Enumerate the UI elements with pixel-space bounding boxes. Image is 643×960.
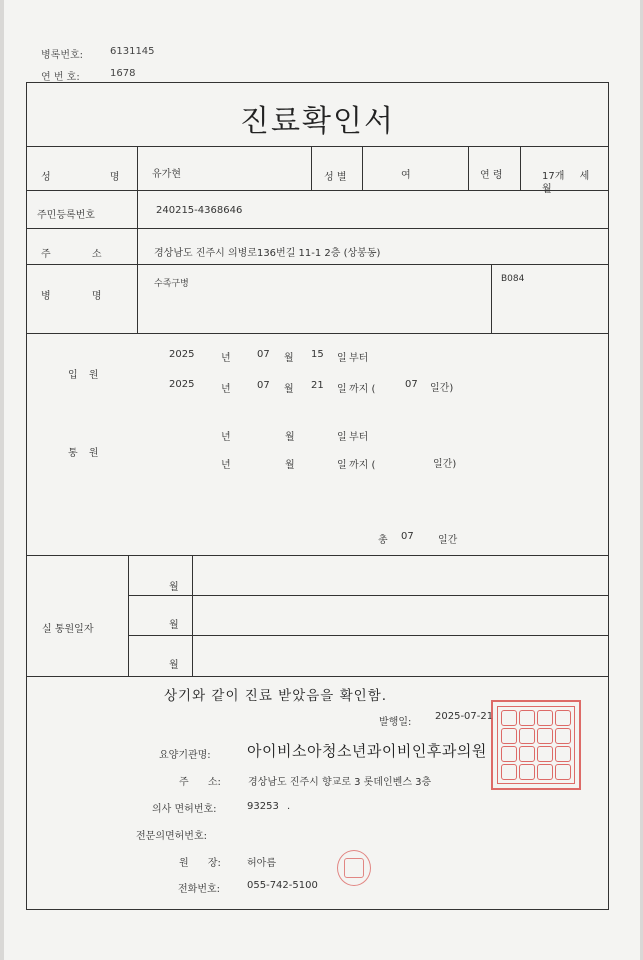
day-unit: 일 (337, 384, 347, 395)
total-unit: 일간 (438, 535, 458, 546)
admission-label: 입 원 (68, 370, 99, 381)
visit-month-3: 월 (169, 660, 179, 671)
institution-seal (491, 700, 581, 790)
divider (128, 555, 129, 676)
record-no-label: 병록번호: (41, 50, 84, 61)
visit-month-1: 월 (169, 582, 179, 593)
divider (26, 676, 609, 677)
divider (26, 555, 609, 556)
director-value: 허아름 (247, 858, 276, 869)
days-unit: 일간) (433, 459, 457, 470)
disease-label: 병 명 (41, 291, 102, 302)
phone-value: 055-742-5100 (247, 880, 318, 891)
day-unit: 일 (337, 353, 347, 364)
admission-days: 07 (405, 379, 418, 390)
divider (520, 146, 521, 190)
issue-date: 2025-07-21 (435, 711, 494, 722)
license-value: 93253 (247, 801, 279, 812)
phone-label: 전화번호: (178, 884, 221, 895)
specialist-label: 전문의면허번호: (136, 831, 207, 842)
name-label: 성 명 (41, 172, 148, 183)
to-suffix: 까지 ( (349, 384, 376, 395)
record-no-value: 6131145 (110, 46, 155, 57)
age-unit: 월 (542, 184, 552, 195)
divider (26, 333, 609, 334)
address-value: 경상남도 진주시 의병로136번길 11-1 2층 (상봉동) (154, 248, 381, 259)
serial-no-label: 연 번 호: (41, 72, 80, 83)
divider (311, 146, 312, 190)
admission-from-year: 2025 (169, 349, 195, 360)
days-unit: 일간) (430, 383, 454, 394)
divider (26, 190, 609, 191)
sex-label: 성 별 (324, 172, 347, 183)
divider (468, 146, 469, 190)
month-unit: 월 (285, 460, 295, 471)
sex-value: 여 (401, 170, 411, 181)
age-value: 17개 세 (542, 171, 590, 182)
divider (26, 146, 609, 147)
total-days: 07 (401, 531, 414, 542)
admission-to-day: 21 (311, 380, 324, 391)
admission-from-day: 15 (311, 349, 324, 360)
inst-address-label: 주 소: (179, 777, 221, 788)
confirmation-text: 상기와 같이 진료 받았음을 확인함. (164, 688, 388, 704)
seal-glyph (344, 858, 364, 878)
license-label: 의사 면허번호: (152, 804, 217, 815)
admission-to-year: 2025 (169, 379, 195, 390)
year-unit: 년 (221, 460, 231, 471)
year-unit: 년 (221, 432, 231, 443)
serial-no-value: 1678 (110, 68, 136, 79)
issue-label: 발행일: (379, 717, 412, 728)
license-suffix: . (287, 801, 291, 812)
inst-address-value: 경상남도 진주시 향교로 3 롯데인벤스 3층 (248, 777, 432, 788)
seal-glyphs (501, 710, 571, 780)
day-unit: 일 (337, 460, 347, 471)
age-label: 연 령 (480, 170, 503, 181)
rrn-value: 240215-4368646 (156, 205, 243, 216)
rrn-label: 주민등록번호 (37, 210, 95, 221)
institution-label: 요양기관명: (159, 750, 211, 761)
from-suffix: 부터 (349, 353, 369, 364)
total-prefix: 총 (378, 535, 388, 546)
divider (128, 595, 609, 596)
director-label: 원 장: (179, 858, 221, 869)
divider (128, 635, 609, 636)
visit-month-2: 월 (169, 620, 179, 631)
year-unit: 년 (221, 384, 231, 395)
divider (192, 555, 193, 676)
month-unit: 월 (284, 353, 294, 364)
outpatient-label: 통 원 (68, 448, 99, 459)
visit-dates-label: 실 통원일자 (42, 624, 94, 635)
admission-from-month: 07 (257, 349, 270, 360)
admission-to-month: 07 (257, 380, 270, 391)
month-unit: 월 (285, 432, 295, 443)
institution-name: 아이비소아청소년과이비인후과의원 (247, 742, 487, 760)
director-seal (337, 850, 371, 886)
disease-value: 수족구병 (154, 279, 189, 289)
name-value: 유가현 (152, 169, 181, 180)
from-suffix: 부터 (349, 432, 369, 443)
divider (26, 264, 609, 265)
address-label: 주 소 (41, 249, 102, 260)
to-suffix: 까지 ( (349, 460, 376, 471)
divider (26, 228, 609, 229)
disease-code: B084 (501, 274, 525, 284)
divider (491, 264, 492, 333)
month-unit: 월 (284, 384, 294, 395)
day-unit: 일 (337, 432, 347, 443)
document-title: 진료확인서 (240, 104, 395, 139)
year-unit: 년 (221, 353, 231, 364)
document-page (4, 0, 640, 960)
divider (362, 146, 363, 190)
